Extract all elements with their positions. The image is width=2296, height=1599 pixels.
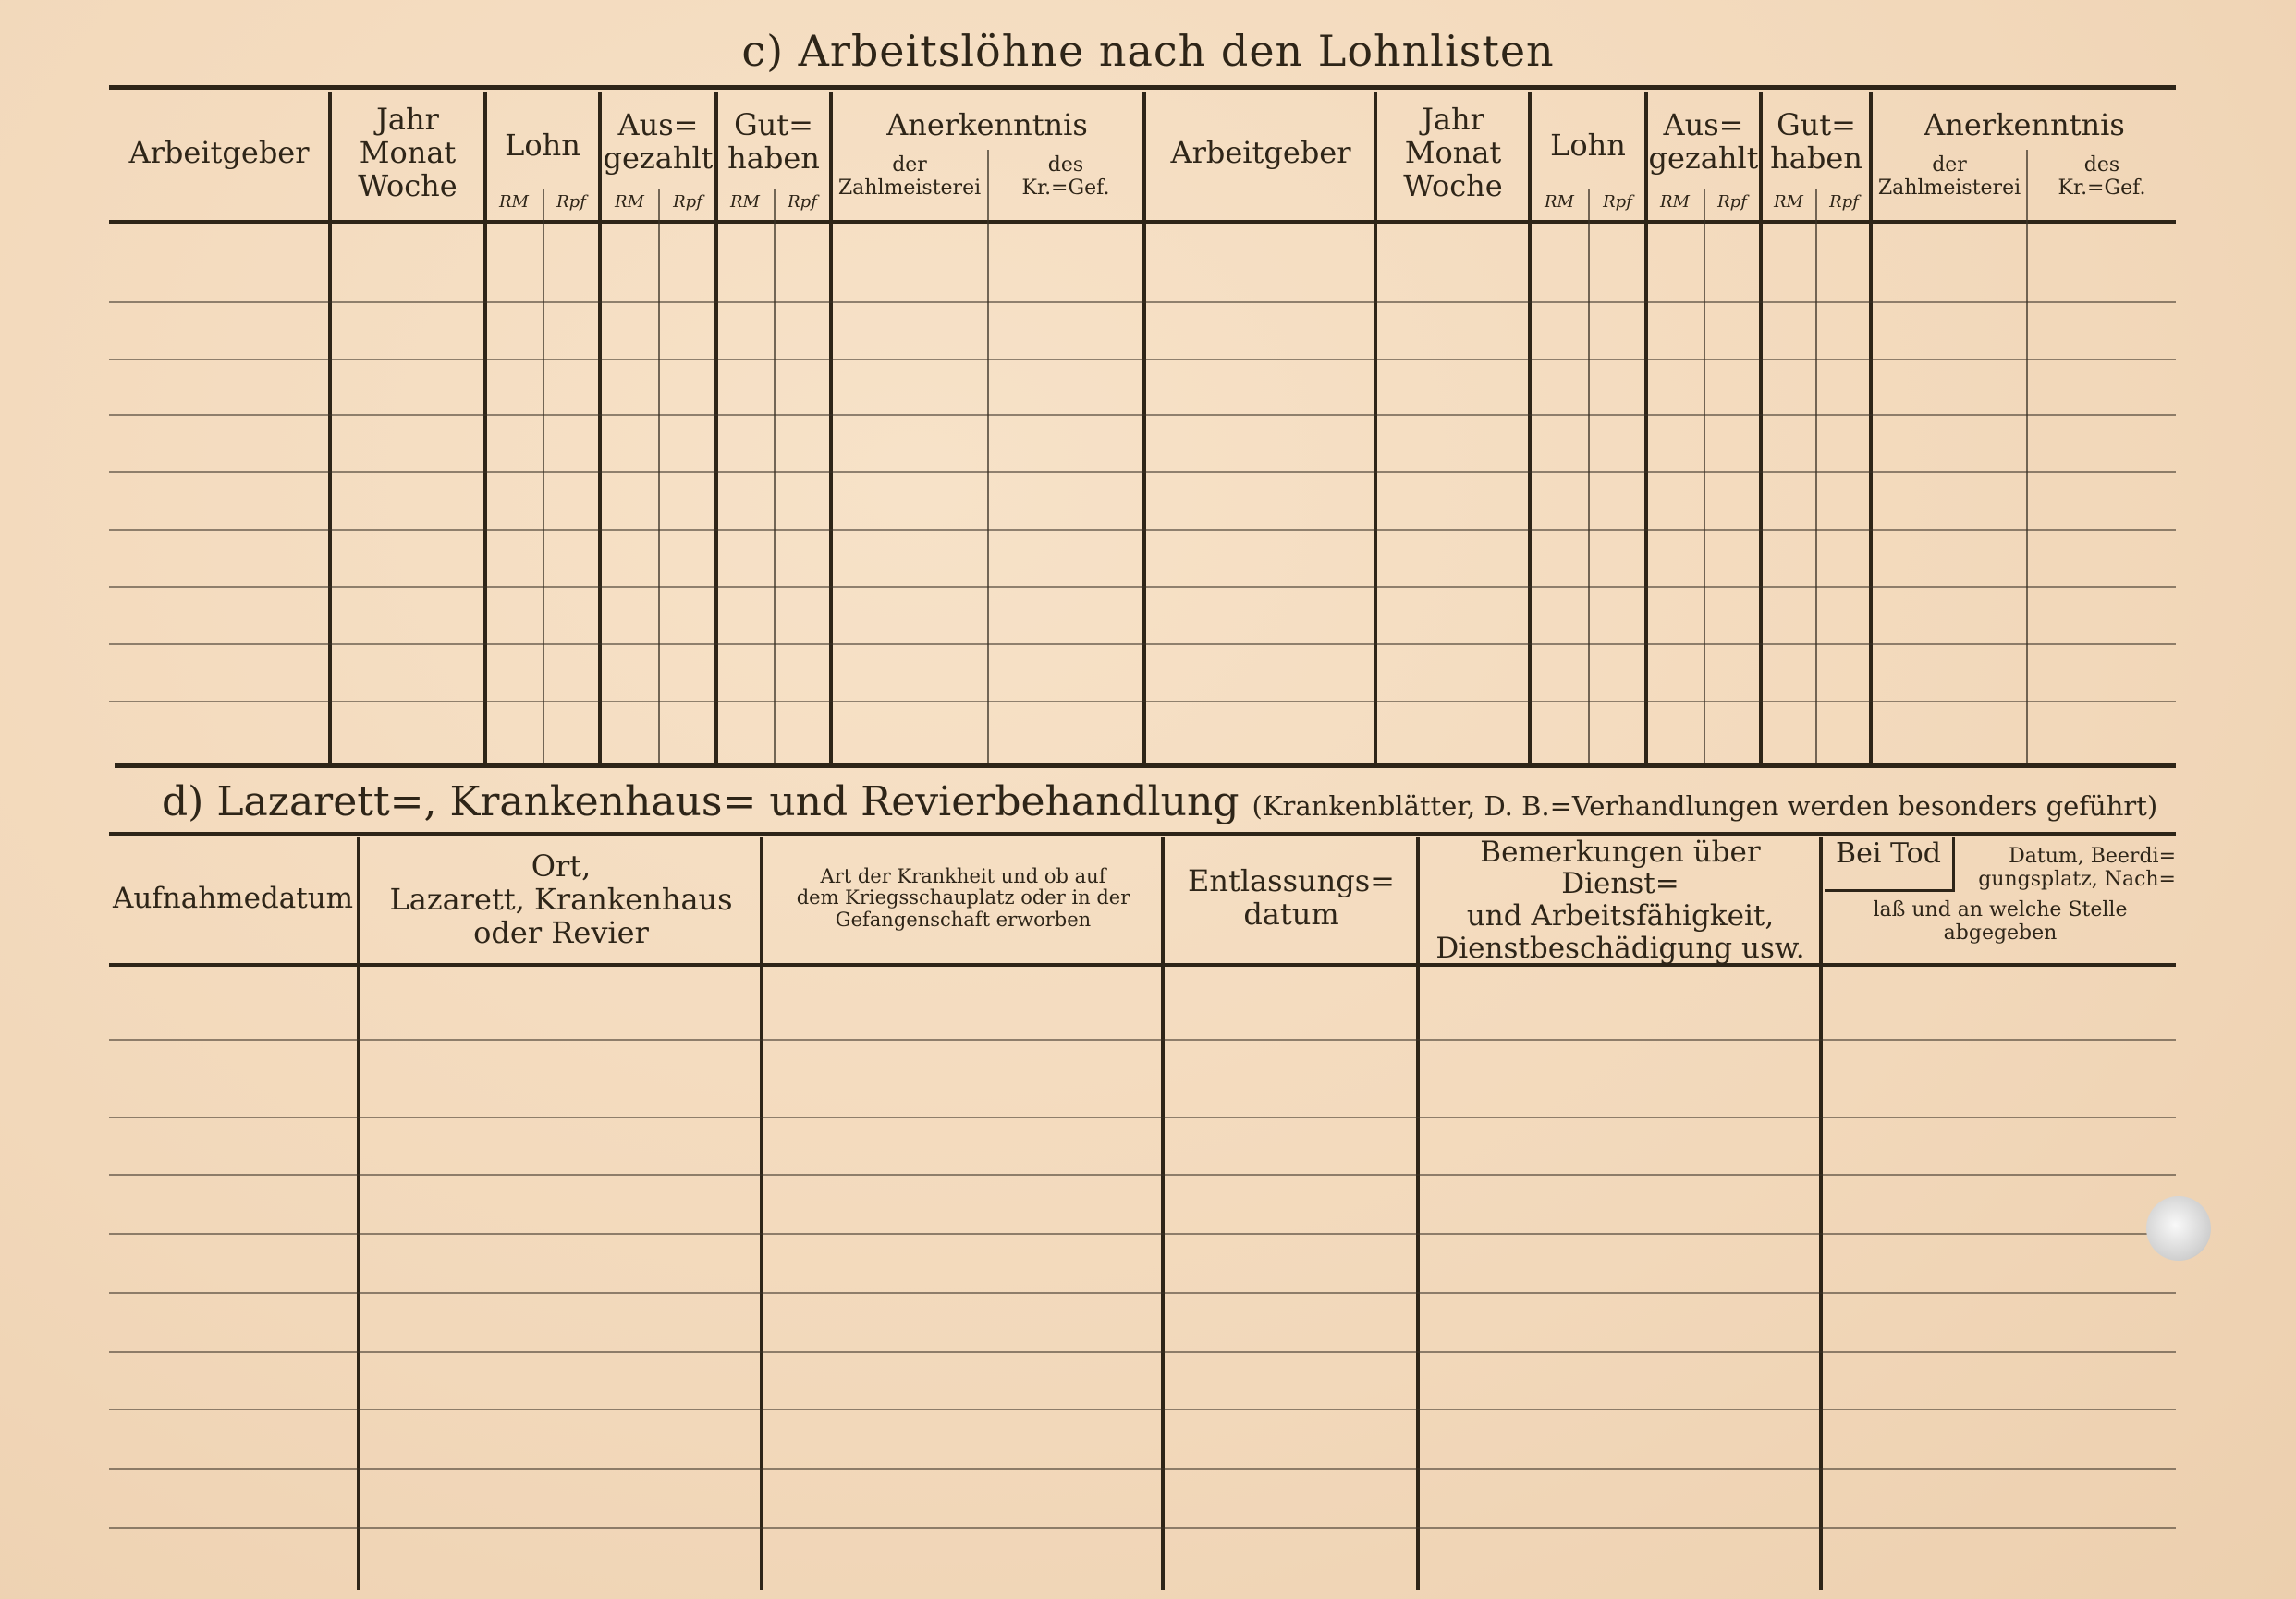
column-divider bbox=[1644, 92, 1648, 763]
header-arbeitgeber-right: Arbeitgeber bbox=[1170, 135, 1351, 171]
subcolumn-divider bbox=[1588, 189, 1590, 763]
header-art-der-krankheit: Art der Krankheit und ob auf dem Kriegsschauplatz oder in der Gefangenschaft erworben bbox=[796, 864, 1130, 931]
column-divider bbox=[760, 837, 763, 1590]
subcolumn-divider bbox=[543, 189, 544, 763]
row-line bbox=[109, 471, 2176, 473]
header-tod-line-1: Datum, Beerdi= gungsplatz, Nach= bbox=[1978, 845, 2176, 892]
header-der-zahlmeisterei-right: der Zahlmeisterei bbox=[1877, 153, 2021, 201]
column-divider bbox=[1416, 837, 1420, 1590]
header-guthaben-right: Gut= haben bbox=[1770, 107, 1862, 176]
subcolumn-divider bbox=[774, 189, 776, 763]
top-rule-d bbox=[109, 832, 2176, 836]
unit-rpf: Rpf bbox=[1603, 192, 1632, 212]
header-jahr-monat-woche-left: Jahr Monat Woche bbox=[358, 102, 458, 203]
column-divider bbox=[483, 92, 487, 763]
header-entlassungsdatum: Entlassungs= datum bbox=[1188, 863, 1395, 932]
row-line bbox=[109, 1174, 2176, 1176]
subcolumn-divider bbox=[987, 150, 989, 763]
unit-rpf: Rpf bbox=[556, 192, 586, 212]
row-line bbox=[109, 1117, 2176, 1118]
column-divider bbox=[1528, 92, 1532, 763]
row-line bbox=[109, 359, 2176, 360]
unit-rm: RM bbox=[1660, 192, 1690, 212]
column-divider bbox=[1819, 837, 1823, 1590]
header-ort: Ort, Lazarett, Krankenhaus oder Revier bbox=[389, 848, 733, 950]
subcolumn-divider bbox=[2026, 150, 2028, 763]
unit-rpf: Rpf bbox=[673, 192, 702, 212]
column-divider bbox=[328, 92, 332, 763]
header-lohn-left: Lohn bbox=[505, 128, 580, 164]
header-aufnahmedatum: Aufnahmedatum bbox=[112, 881, 354, 915]
column-divider bbox=[357, 837, 360, 1590]
row-line bbox=[109, 529, 2176, 531]
row-line bbox=[109, 1292, 2176, 1294]
subcolumn-divider bbox=[1704, 189, 1705, 763]
punch-hole bbox=[2146, 1196, 2211, 1261]
subcolumn-divider bbox=[1815, 189, 1817, 763]
bei-tod-box: Bei Tod bbox=[1825, 837, 1955, 892]
header-lohn-right: Lohn bbox=[1550, 128, 1626, 164]
column-divider bbox=[1161, 837, 1165, 1590]
header-guthaben-left: Gut= haben bbox=[727, 107, 820, 176]
header-der-zahlmeisterei-left: der Zahlmeisterei bbox=[837, 153, 982, 201]
unit-rpf: Rpf bbox=[788, 192, 817, 212]
section-c-title: c) Arbeitslöhne nach den Lohnlisten bbox=[741, 26, 1555, 76]
unit-rm: RM bbox=[499, 192, 529, 212]
subcolumn-divider bbox=[658, 189, 660, 763]
column-divider-center bbox=[1142, 92, 1146, 763]
header-tod-line-2: laß und an welche Stelle abgegeben bbox=[1873, 898, 2128, 946]
row-line bbox=[109, 1039, 2176, 1041]
row-line bbox=[109, 414, 2176, 416]
row-line bbox=[109, 643, 2176, 645]
header-ausgezahlt-left: Aus= gezahlt bbox=[603, 107, 714, 176]
header-des-krgef-left: des Kr.=Gef. bbox=[1021, 153, 1110, 201]
unit-rm: RM bbox=[1774, 192, 1803, 212]
unit-rpf: Rpf bbox=[1717, 192, 1747, 212]
unit-rm: RM bbox=[615, 192, 644, 212]
section-d-note: (Krankenblätter, D. B.=Verhandlungen werden besonders geführt) bbox=[1252, 790, 2158, 822]
row-line bbox=[109, 1409, 2176, 1410]
row-line bbox=[109, 586, 2176, 588]
row-line bbox=[109, 1233, 2176, 1235]
row-line bbox=[109, 1351, 2176, 1353]
header-anerkenntnis-left: Anerkenntnis bbox=[886, 107, 1088, 143]
column-divider bbox=[598, 92, 602, 763]
section-d-title: d) Lazarett=, Krankenhaus= und Revierbehandlung (Krankenblätter, D. B.=Verhandlungen werden besonders geführt) bbox=[162, 778, 2158, 825]
column-divider bbox=[1374, 92, 1377, 763]
column-divider bbox=[714, 92, 718, 763]
bottom-rule-c bbox=[115, 763, 2176, 768]
column-divider bbox=[829, 92, 833, 763]
header-rule-d bbox=[109, 963, 2176, 967]
top-rule-c bbox=[109, 85, 2176, 90]
header-des-krgef-right: des Kr.=Gef. bbox=[2058, 153, 2146, 201]
row-line bbox=[109, 701, 2176, 702]
row-line bbox=[109, 1527, 2176, 1529]
row-line bbox=[109, 1468, 2176, 1470]
header-arbeitgeber-left: Arbeitgeber bbox=[128, 135, 310, 171]
column-divider bbox=[1759, 92, 1763, 763]
header-ausgezahlt-right: Aus= gezahlt bbox=[1648, 107, 1759, 176]
unit-rpf: Rpf bbox=[1829, 192, 1859, 212]
column-divider bbox=[1869, 92, 1873, 763]
unit-rm: RM bbox=[730, 192, 760, 212]
header-bemerkungen: Bemerkungen über Dienst= und Arbeitsfähigkeit, Dienstbeschädigung usw. bbox=[1435, 835, 1805, 965]
unit-rm: RM bbox=[1545, 192, 1574, 212]
header-anerkenntnis-right: Anerkenntnis bbox=[1924, 107, 2125, 143]
row-line bbox=[109, 301, 2176, 303]
header-jahr-monat-woche-right: Jahr Monat Woche bbox=[1403, 102, 1503, 203]
